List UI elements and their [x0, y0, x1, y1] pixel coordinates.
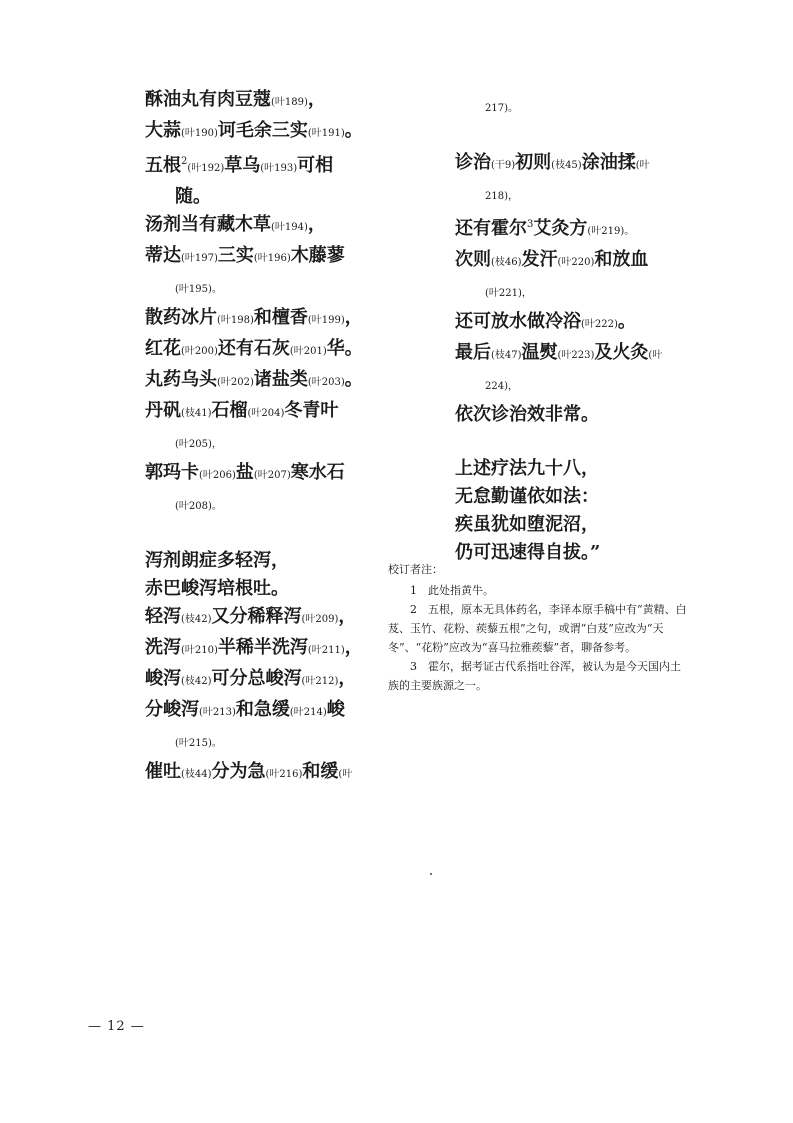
leaf-reference: (叶199) — [307, 315, 345, 326]
leaf-reference: (枝47) — [491, 350, 522, 361]
verse-line — [145, 211, 370, 242]
verse-line-continuation — [455, 277, 685, 308]
stanza-gap — [455, 123, 685, 149]
verse-text: 五根 — [145, 155, 181, 176]
leaf-reference: (叶214) — [289, 707, 327, 718]
leaf-reference: (叶212) — [301, 676, 339, 687]
leaf-reference: (叶189) — [271, 97, 308, 108]
page-number: — 12 — — [88, 1019, 145, 1034]
verse-line-continuation — [145, 490, 370, 521]
verse-text: 和缓 — [302, 761, 339, 782]
verse-text: 无怠勤谨依如法： — [455, 486, 599, 507]
leaf-reference: (叶196) — [253, 253, 291, 264]
verse-text: 诃毛余三实 — [217, 120, 308, 141]
verse-line — [455, 149, 685, 180]
verse-text: ， — [307, 214, 326, 235]
verse-line — [145, 148, 370, 183]
verse-line — [455, 511, 685, 539]
leaf-reference: 218)， — [485, 191, 518, 202]
footnote-marker: 3 — [527, 219, 534, 230]
verse-text: 郭玛卡 — [145, 462, 199, 483]
leaf-reference: (叶 — [635, 160, 650, 171]
verse-line — [145, 366, 370, 397]
verse-text: 盐 — [235, 462, 254, 483]
verse-text: 。 — [344, 120, 363, 141]
verse-line-continuation — [145, 273, 370, 304]
verse-line — [455, 483, 685, 511]
leaf-reference: (叶 — [648, 350, 663, 361]
verse-text: 次则 — [455, 249, 491, 270]
verse-text: 艾灸方 — [533, 218, 588, 239]
verse-line — [145, 86, 370, 117]
verse-text: 半稀半洗泻 — [217, 637, 308, 658]
verse-line — [455, 246, 685, 277]
leaf-reference: (叶197) — [181, 253, 218, 264]
leaf-reference: (枝41) — [181, 408, 212, 419]
verse-text: 轻泻 — [145, 606, 181, 627]
verse-text: 草乌 — [224, 155, 261, 176]
leaf-reference: (叶220) — [557, 257, 595, 268]
verse-line — [455, 455, 685, 483]
verse-line — [145, 665, 370, 696]
leaf-reference: (叶215)。 — [175, 738, 222, 749]
verse-text: 。 — [617, 311, 636, 332]
verse-text: 依次诊治效非常。 — [455, 404, 599, 425]
verse-line-continuation — [145, 183, 370, 211]
verse-text: 分峻泻 — [145, 699, 199, 720]
leaf-reference: (叶219)。 — [587, 226, 635, 237]
verse-text: 华。 — [326, 338, 363, 359]
verse-text: 可相 — [297, 155, 334, 176]
leaf-reference: (叶222) — [581, 319, 618, 330]
leaf-reference: (叶216) — [265, 769, 303, 780]
verse-text: 寒水石 — [290, 462, 345, 483]
stray-dot — [430, 873, 432, 875]
verse-text: ， — [338, 606, 357, 627]
leaf-reference: (叶200) — [181, 346, 218, 357]
verse-line — [455, 339, 685, 370]
verse-text: 峻泻 — [145, 668, 181, 689]
leaf-reference: (叶206) — [199, 470, 236, 481]
verse-text: 和急缓 — [235, 699, 290, 720]
leaf-reference: (叶208)。 — [175, 501, 222, 512]
verse-text: 又分稀释泻 — [211, 606, 302, 627]
verse-line — [455, 401, 685, 429]
verse-text: 及火灸 — [594, 342, 649, 363]
verse-column-right — [455, 92, 685, 567]
verse-text: 还有石灰 — [217, 338, 290, 359]
leaf-reference: 217)。 — [485, 103, 518, 114]
verse-line-continuation — [145, 727, 370, 758]
leaf-reference: (叶204) — [247, 408, 285, 419]
leaf-reference: (叶211) — [307, 645, 345, 656]
leaf-reference: (叶193) — [260, 163, 298, 174]
verse-text: 仍可迅速得自拔。” — [455, 542, 601, 563]
verse-text: 冬青叶 — [284, 400, 339, 421]
verse-text: ， — [344, 307, 363, 328]
leaf-reference: (枝45) — [551, 160, 582, 171]
verse-column-left — [145, 86, 370, 789]
leaf-reference: (叶 — [338, 769, 353, 780]
leaf-reference: (枝44) — [181, 769, 212, 780]
leaf-reference: (叶223) — [557, 350, 595, 361]
verse-line — [145, 335, 370, 366]
leaf-reference: (叶201) — [289, 346, 327, 357]
verse-text: 散药冰片 — [145, 307, 217, 328]
stanza-gap — [145, 521, 370, 547]
verse-text: 可分总峻泻 — [211, 668, 302, 689]
verse-line — [145, 547, 370, 575]
verse-text: 泻剂朗症多轻泻， — [145, 550, 289, 571]
verse-text: 大蒜 — [145, 120, 181, 141]
stanza-gap — [455, 429, 685, 455]
notes-title: 校订者注： — [388, 563, 443, 576]
verse-line-continuation — [455, 370, 685, 401]
verse-text: 酥油丸有肉豆蔻 — [145, 89, 271, 110]
verse-line — [145, 758, 370, 789]
verse-line-continuation — [455, 180, 685, 211]
note-item: 3 霍尔，据考证古代系指吐谷浑，被认为是今天国内土族的主要族源之一。 — [388, 660, 681, 692]
verse-text: 分为急 — [211, 761, 266, 782]
verse-text: 和放血 — [594, 249, 649, 270]
verse-text: 上述疗法九十八， — [455, 458, 599, 479]
verse-text: 最后 — [455, 342, 491, 363]
leaf-reference: (叶209) — [301, 614, 339, 625]
leaf-reference: (叶213) — [199, 707, 236, 718]
leaf-reference: (枝42) — [181, 614, 212, 625]
leaf-reference: (枝42) — [181, 676, 212, 687]
verse-text: 诊治 — [455, 152, 491, 173]
verse-line-continuation — [145, 428, 370, 459]
note-item: 1 此处指黄牛。 — [410, 584, 494, 597]
verse-text: 疾虽犹如堕泥沼， — [455, 514, 599, 535]
verse-text: 木藤蓼 — [290, 245, 345, 266]
editor-notes — [388, 560, 688, 695]
verse-text: 初则 — [515, 152, 552, 173]
leaf-reference: (叶190) — [181, 128, 218, 139]
verse-text: 温熨 — [521, 342, 558, 363]
verse-text: 汤剂当有藏木草 — [145, 214, 271, 235]
verse-line — [145, 603, 370, 634]
leaf-reference: (叶202) — [217, 377, 254, 388]
leaf-reference: (叶192) — [187, 163, 225, 174]
verse-text: 随。 — [175, 186, 211, 207]
verse-line-continuation — [455, 92, 685, 123]
verse-text: 和檀香 — [253, 307, 308, 328]
verse-text: 发汗 — [521, 249, 558, 270]
leaf-reference: (叶198) — [217, 315, 254, 326]
leaf-reference: (枝46) — [491, 257, 522, 268]
leaf-reference: (叶194) — [271, 222, 308, 233]
verse-line — [145, 397, 370, 428]
verse-text: ， — [338, 668, 357, 689]
verse-text: 涂油揉 — [581, 152, 636, 173]
leaf-reference: 224)， — [485, 381, 518, 392]
note-item: 2 五根，原本无具体药名，李译本原手稿中有“黄精、白芨、玉竹、花粉、蒺藜五根”之句，或谓“白芨”应改为“天冬”、“花粉”应改为“喜马拉雅蒺藜”者，聊备参考。 — [388, 603, 687, 654]
verse-text: 洗泻 — [145, 637, 181, 658]
verse-text: 赤巴峻泻培根吐。 — [145, 578, 289, 599]
leaf-reference: (叶191) — [307, 128, 345, 139]
verse-text: 三实 — [217, 245, 254, 266]
verse-text: ， — [344, 637, 363, 658]
leaf-reference: (叶210) — [181, 645, 218, 656]
verse-line — [145, 459, 370, 490]
verse-line — [145, 634, 370, 665]
verse-text: ， — [307, 89, 326, 110]
leaf-reference: (干9) — [491, 160, 516, 171]
verse-line — [455, 308, 685, 339]
verse-text: 蒂达 — [145, 245, 181, 266]
verse-text: 还可放水做冷浴 — [455, 311, 581, 332]
leaf-reference: (叶195)。 — [175, 284, 222, 295]
verse-text: 红花 — [145, 338, 181, 359]
verse-text: 诸盐类 — [253, 369, 308, 390]
verse-line — [145, 117, 370, 148]
verse-line — [145, 575, 370, 603]
leaf-reference: (叶203) — [307, 377, 345, 388]
verse-line — [455, 211, 685, 246]
leaf-reference: (叶205)， — [175, 439, 222, 450]
verse-line — [145, 304, 370, 335]
footnote-marker: 2 — [181, 156, 188, 167]
leaf-reference: (叶207) — [253, 470, 291, 481]
verse-text: 丸药乌头 — [145, 369, 217, 390]
verse-text: 峻 — [326, 699, 345, 720]
verse-text: 。 — [344, 369, 363, 390]
verse-line — [145, 242, 370, 273]
leaf-reference: (叶221)， — [485, 288, 532, 299]
verse-line — [145, 696, 370, 727]
verse-text: 石榴 — [211, 400, 248, 421]
verse-text: 还有霍尔 — [455, 218, 527, 239]
verse-text: 催吐 — [145, 761, 181, 782]
verse-text: 丹矾 — [145, 400, 181, 421]
